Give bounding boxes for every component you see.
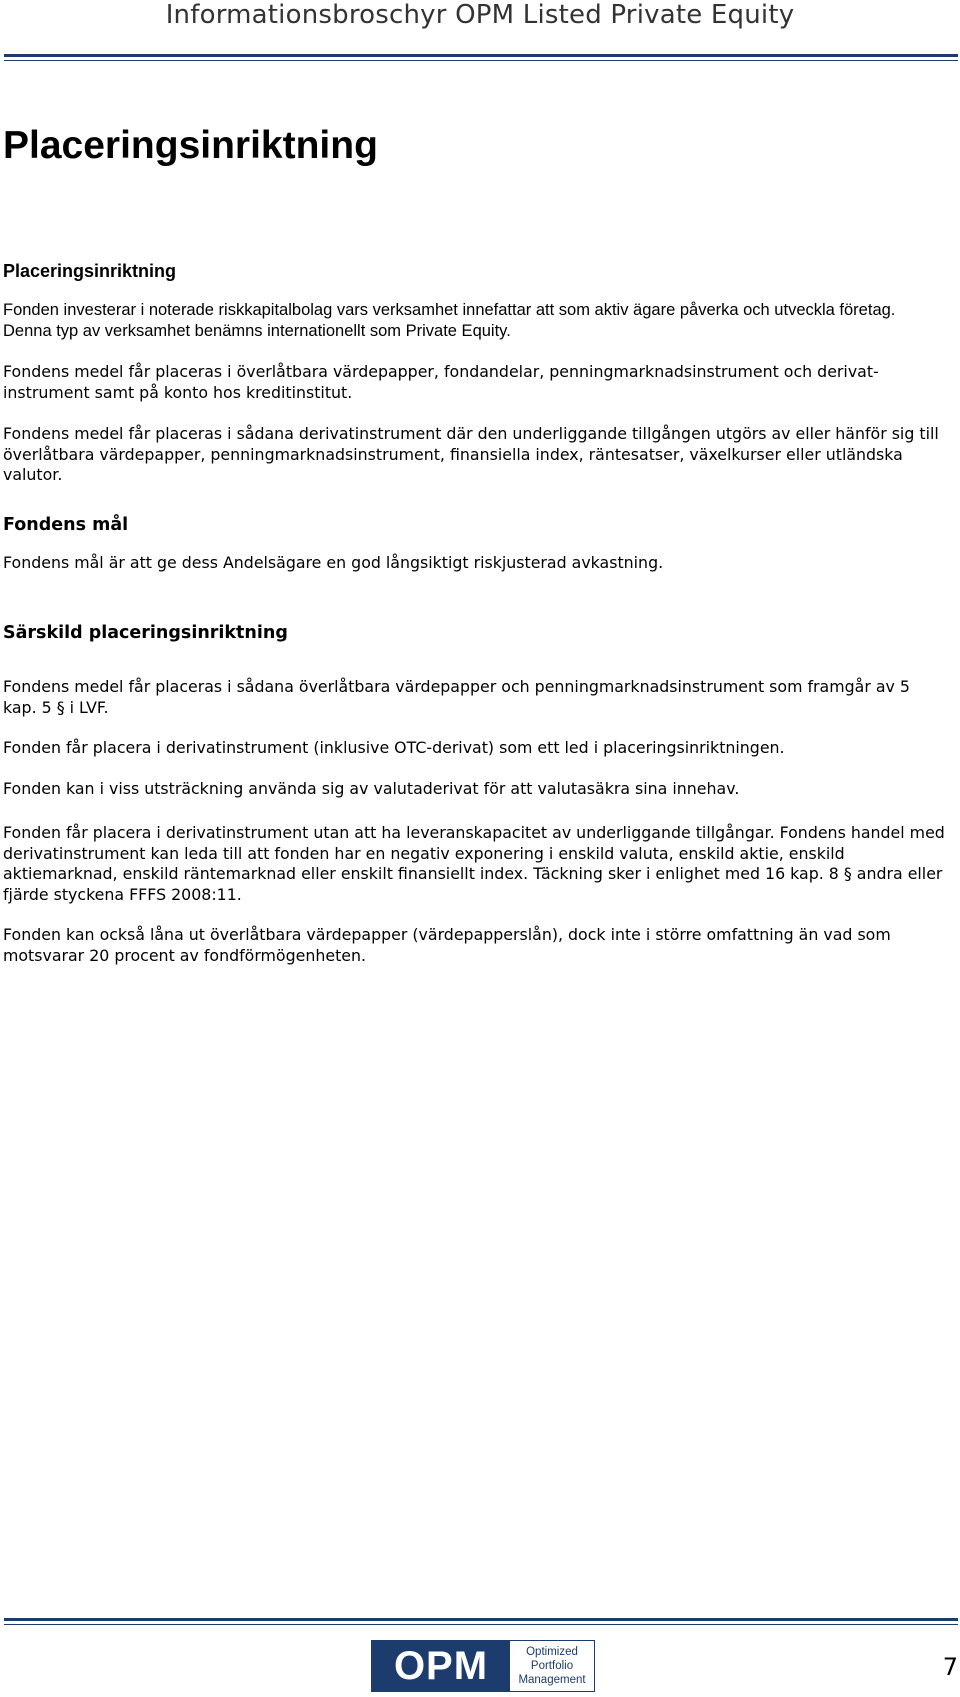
paragraph: Fondens mål är att ge dess Andelsägare en god långsiktigt riskjusterad avkastning.: [3, 553, 664, 572]
section-heading-placeringsinriktning: Placeringsinriktning: [3, 261, 177, 281]
page-number: 7: [942, 1653, 958, 1681]
section-heading-fondens-mal: Fondens mål: [3, 515, 129, 535]
paragraph: Fonden får placera i derivatinstrument utan att ha leveranskapacitet av underliggande tillgångar. Fondens handel med derivatinstrument kan leda till att fonden har en negativ exponering i enskild valuta, enskild aktie, enskild aktiemarknad, enskild räntemarknad eller enskilt finansiellt index. Täckning sker i enlighet med 16 kap. 8 § andra eller fjärde styckena FFFS 2008:11.: [3, 823, 945, 904]
paragraph: Fonden får placera i derivatinstrument (inklusive OTC-derivat) som ett led i placeringsinriktningen.: [3, 738, 785, 757]
opm-logo: [371, 1640, 595, 1692]
paragraph: Fonden investerar i noterade riskkapitalbolag vars verksamhet innefattar att som aktiv ägare påverka och utveckla företag. Denna typ av verksamhet benämns internationellt som Private Equity.: [3, 301, 896, 340]
header-rule: [4, 54, 958, 57]
logo-line: Optimized: [526, 1646, 578, 1658]
page-title: Placeringsinriktning: [3, 124, 378, 167]
paragraph: Fonden kan i viss utsträckning använda sig av valutaderivat för att valutasäkra sina innehav.: [3, 779, 740, 798]
header-title: Informationsbroschyr OPM Listed Private Equity: [165, 0, 795, 30]
header-rule-thin: [4, 60, 958, 61]
footer-rule-thin: [4, 1624, 958, 1625]
paragraph: Fondens medel får placeras i sådana överlåtbara värdepapper och penningmarknadsinstrument som framgår av 5 kap. 5 § i LVF.: [3, 677, 910, 717]
logo-line: Management: [518, 1674, 586, 1686]
logo-line: Portfolio: [530, 1660, 574, 1672]
footer-rule: [4, 1618, 958, 1621]
logo-mark: OPM: [372, 1641, 510, 1691]
paragraph: Fondens medel får placeras i överlåtbara värdepapper, fondandelar, penningmarknadsinstrument och derivat-instrument samt på konto hos kreditinstitut.: [3, 362, 879, 402]
section-heading-sarskild: Särskild placeringsinriktning: [3, 623, 288, 643]
paragraph: Fondens medel får placeras i sådana derivatinstrument där den underliggande tillgången utgörs av eller hänför sig till överlåtbara värdepapper, penningmarknadsinstrument, finansiella index, räntesatser, växelkurser eller utländska valutor.: [3, 424, 939, 484]
paragraph: Fonden kan också låna ut överlåtbara värdepapper (värdepapperslån), dock inte i större omfattning än vad som motsvarar 20 procent av fondförmögenheten.: [3, 925, 891, 965]
logo-tagline: [510, 1641, 594, 1691]
